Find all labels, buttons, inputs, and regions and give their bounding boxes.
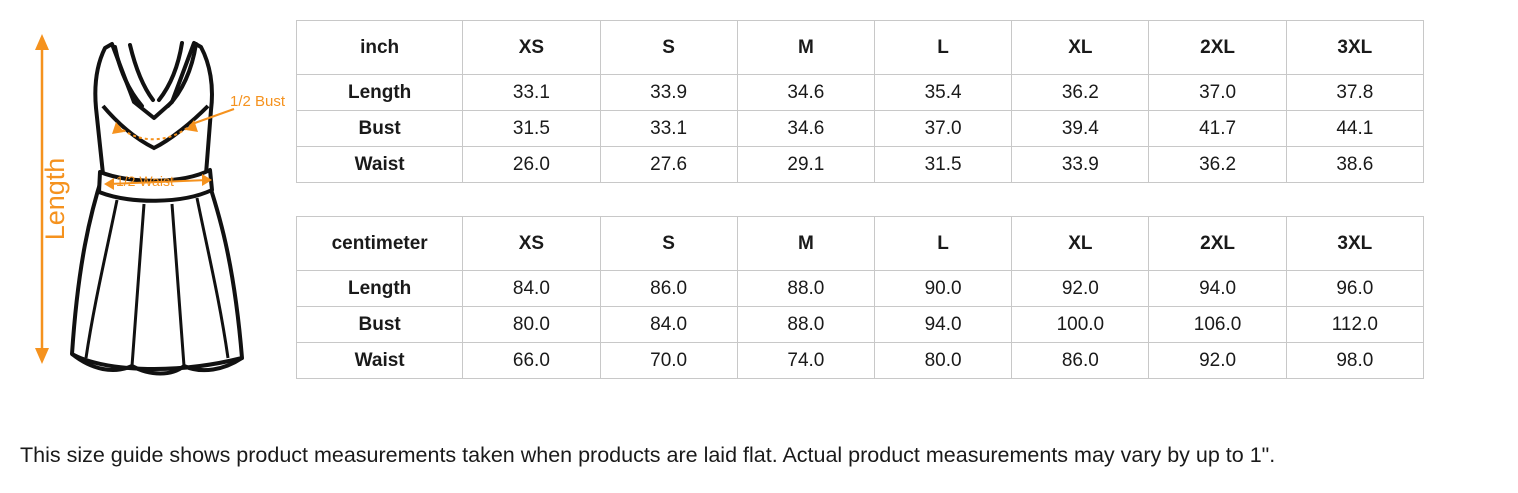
cell: 66.0 bbox=[463, 343, 600, 379]
table-row bbox=[297, 271, 1424, 307]
size-header-m: M bbox=[737, 21, 874, 75]
cell: 96.0 bbox=[1286, 271, 1423, 307]
size-header-s: S bbox=[600, 21, 737, 75]
cell: 90.0 bbox=[874, 271, 1011, 307]
cell: 80.0 bbox=[463, 307, 600, 343]
cell: 70.0 bbox=[600, 343, 737, 379]
cell: 33.9 bbox=[1012, 147, 1149, 183]
cell: 31.5 bbox=[874, 147, 1011, 183]
table-header-row bbox=[297, 217, 1424, 271]
cell: 37.0 bbox=[874, 111, 1011, 147]
cell: 88.0 bbox=[737, 307, 874, 343]
length-label: Length bbox=[40, 157, 70, 241]
cell: 33.1 bbox=[600, 111, 737, 147]
size-header-3xl: 3XL bbox=[1286, 21, 1423, 75]
table-row bbox=[297, 307, 1424, 343]
cell: 41.7 bbox=[1149, 111, 1286, 147]
row-label-waist: Waist bbox=[297, 343, 463, 379]
table-row bbox=[297, 343, 1424, 379]
row-label-waist: Waist bbox=[297, 147, 463, 183]
row-label-length: Length bbox=[297, 271, 463, 307]
unit-header: inch bbox=[297, 21, 463, 75]
cell: 31.5 bbox=[463, 111, 600, 147]
cell: 92.0 bbox=[1149, 343, 1286, 379]
cell: 106.0 bbox=[1149, 307, 1286, 343]
table-row bbox=[297, 111, 1424, 147]
inch-size-table-wrapper bbox=[296, 20, 1424, 183]
half-waist-label: 1/2 Waist bbox=[116, 173, 174, 189]
size-header-xl: XL bbox=[1012, 21, 1149, 75]
table-row bbox=[297, 147, 1424, 183]
inch-size-table bbox=[296, 20, 1424, 183]
cell: 37.8 bbox=[1286, 75, 1423, 111]
cell: 74.0 bbox=[737, 343, 874, 379]
cell: 92.0 bbox=[1012, 271, 1149, 307]
cell: 84.0 bbox=[463, 271, 600, 307]
cell: 26.0 bbox=[463, 147, 600, 183]
cell: 86.0 bbox=[600, 271, 737, 307]
cell: 88.0 bbox=[737, 271, 874, 307]
cell: 100.0 bbox=[1012, 307, 1149, 343]
cell: 34.6 bbox=[737, 75, 874, 111]
size-header-l: L bbox=[874, 21, 1011, 75]
cell: 36.2 bbox=[1149, 147, 1286, 183]
cell: 29.1 bbox=[737, 147, 874, 183]
size-header-xl: XL bbox=[1012, 217, 1149, 271]
centimeter-size-table bbox=[296, 216, 1424, 379]
cell: 94.0 bbox=[874, 307, 1011, 343]
size-header-m: M bbox=[737, 217, 874, 271]
cell: 80.0 bbox=[874, 343, 1011, 379]
cell: 86.0 bbox=[1012, 343, 1149, 379]
cell: 34.6 bbox=[737, 111, 874, 147]
size-header-xs: XS bbox=[463, 217, 600, 271]
cell: 35.4 bbox=[874, 75, 1011, 111]
table-header-row bbox=[297, 21, 1424, 75]
cell: 37.0 bbox=[1149, 75, 1286, 111]
cell: 94.0 bbox=[1149, 271, 1286, 307]
cell: 36.2 bbox=[1012, 75, 1149, 111]
row-label-length: Length bbox=[297, 75, 463, 111]
size-guide-footnote: This size guide shows product measurements taken when products are laid flat. Actual product measurements may vary by up to 1". bbox=[20, 443, 1276, 467]
table-row bbox=[297, 75, 1424, 111]
size-header-2xl: 2XL bbox=[1149, 21, 1286, 75]
cell: 33.9 bbox=[600, 75, 737, 111]
centimeter-size-table-wrapper bbox=[296, 216, 1424, 379]
dress-outline bbox=[72, 43, 242, 369]
cell: 38.6 bbox=[1286, 147, 1423, 183]
size-header-3xl: 3XL bbox=[1286, 217, 1423, 271]
cell: 112.0 bbox=[1286, 307, 1423, 343]
length-arrow-head-top bbox=[35, 34, 49, 50]
half-bust-label: 1/2 Bust bbox=[230, 93, 286, 110]
size-header-xs: XS bbox=[463, 21, 600, 75]
cell: 39.4 bbox=[1012, 111, 1149, 147]
cell: 84.0 bbox=[600, 307, 737, 343]
garment-measurement-diagram bbox=[20, 14, 290, 384]
size-header-l: L bbox=[874, 217, 1011, 271]
cell: 98.0 bbox=[1286, 343, 1423, 379]
cell: 33.1 bbox=[463, 75, 600, 111]
length-arrow-head-bottom bbox=[35, 348, 49, 364]
cell: 44.1 bbox=[1286, 111, 1423, 147]
cell: 27.6 bbox=[600, 147, 737, 183]
row-label-bust: Bust bbox=[297, 111, 463, 147]
size-header-s: S bbox=[600, 217, 737, 271]
row-label-bust: Bust bbox=[297, 307, 463, 343]
unit-header: centimeter bbox=[297, 217, 463, 271]
size-header-2xl: 2XL bbox=[1149, 217, 1286, 271]
